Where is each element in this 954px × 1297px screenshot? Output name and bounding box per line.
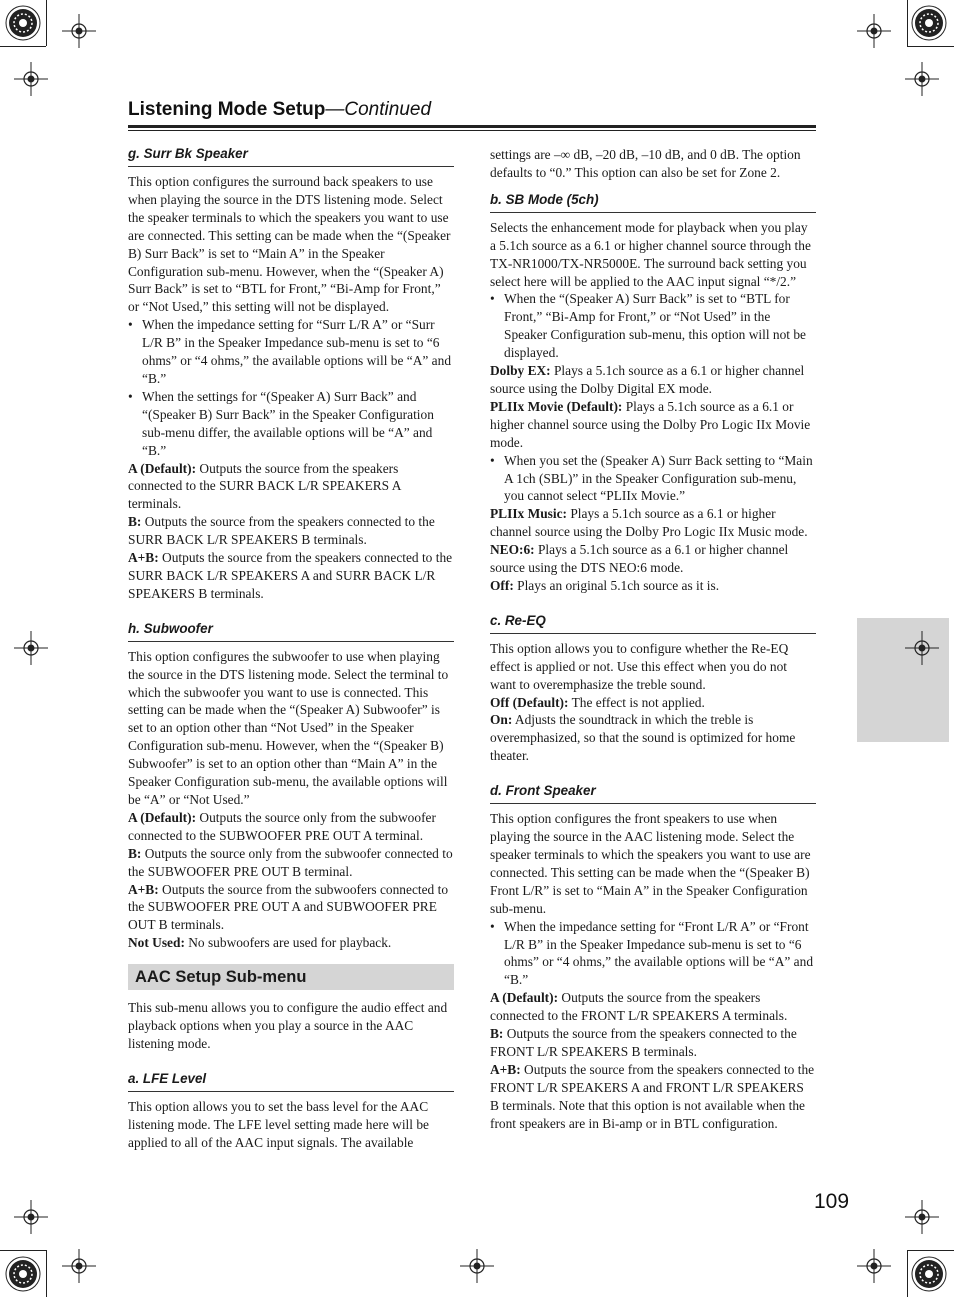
option-item (490, 1061, 816, 1133)
option-item (490, 362, 816, 398)
heading-sb-mode: b. SB Mode (5ch) (490, 192, 816, 213)
option-label: A+B: (128, 881, 159, 897)
bullet-item (128, 316, 454, 388)
option-item (490, 694, 816, 712)
option-label: B: (128, 845, 142, 861)
option-item (128, 934, 454, 952)
bullet-text: When the impedance setting for “Surr L/R A” or “Surr L/R B” in the Speaker Impedance sub-menu is set to “6 ohms” or “4 ohms,” the available options will be “A” and “B.” (142, 317, 452, 386)
option-text: Outputs the source only from the subwoofer connected to the SUBWOOFER PRE OUT B terminal. (128, 845, 453, 879)
crop-line (46, 0, 47, 46)
starburst-target-icon (910, 4, 948, 42)
bullet-item (490, 452, 816, 506)
spacer (490, 765, 816, 783)
paragraph: This sub-menu allows you to configure the audio effect and playback options when you play a source in the AAC listening mode. (128, 1000, 448, 1051)
option-item (128, 809, 454, 845)
option-text: Outputs the source from the speakers connected to the SURR BACK L/R SPEAKERS B terminals. (128, 514, 435, 548)
crop-line (46, 1250, 47, 1297)
bullet-text: When the impedance setting for “Front L/R A” or “Front L/R B” in the Speaker Impedance sub-menu is set to “6 ohms” or “4 ohms,” the available options will be “A” and “B.” (504, 918, 814, 988)
paragraph: settings are –∞ dB, –20 dB, –10 dB, and 0 dB. The option defaults to “0.” This option can also be set for Zone 2. (490, 147, 801, 180)
option-label: PLIIx Music: (490, 506, 567, 522)
paragraph: This option configures the subwoofer to use when playing the source in the DTS listening mode. Select the terminal to which the subwoofer you want to use is connected. This setting can be made when the “(Speaker A) Subwoofer” is set to an option other than “Not Used” in the Speaker Configuration sub-menu. However, when the “(Speaker B) Subwoofer” is set to an option other than “Main A” in the Speaker Configuration sub-menu, the available options will be “A” or “Not Used.” (128, 648, 449, 807)
starburst-target-icon (910, 1255, 948, 1293)
option-label: B: (128, 514, 142, 530)
registration-mark-icon (62, 1249, 96, 1283)
registration-mark-icon (905, 631, 939, 665)
paragraph: Selects the enhancement mode for playback when you play a 5.1ch source as a 6.1 or higher channel source through the TX-NR1000/TX-NR5000E. The surround back setting you select here will be applied to the AAC input signal “*/2.” (490, 219, 811, 289)
starburst-target-icon (4, 4, 42, 42)
option-item (490, 541, 816, 577)
option-item (128, 881, 454, 935)
bullet-icon: • (490, 452, 495, 468)
crop-line (0, 1250, 46, 1251)
paragraph: This option configures the front speakers to use when playing the source in the AAC listening mode. Select the speaker terminals to which the speakers you want to use are connected. This setting can be made when the “(Speaker B) Front L/R” is set to “Main A” in the Speaker Configuration sub-menu. (490, 811, 811, 916)
option-text: Outputs the source only from the subwoofer connected to the SUBWOOFER PRE OUT A terminal. (128, 809, 436, 843)
section-heading-aac-setup: AAC Setup Sub-menu (128, 964, 454, 990)
heading-front-speaker: d. Front Speaker (490, 783, 816, 804)
option-item (490, 711, 816, 765)
option-text: Plays a 5.1ch source as a 6.1 or higher channel source using the Dolby Pro Logic IIx Music mode. (490, 506, 808, 540)
option-item (128, 549, 454, 603)
registration-mark-icon (14, 62, 48, 96)
option-item (490, 577, 816, 595)
right-column (490, 146, 816, 1133)
option-item (490, 398, 816, 452)
bullet-icon: • (128, 317, 133, 333)
option-text: Plays a 5.1ch source as a 6.1 or higher channel source using the DTS NEO:6 mode. (490, 542, 789, 576)
header-rule-thin (128, 130, 816, 131)
option-text: The effect is not applied. (568, 694, 705, 710)
bullet-icon: • (490, 291, 495, 307)
crop-line (907, 1250, 908, 1297)
registration-mark-icon (14, 631, 48, 665)
option-text: Plays a 5.1ch source as a 6.1 or higher channel source using the Dolby Digital EX mode. (490, 363, 805, 396)
option-text: Adjusts the soundtrack in which the treble is overemphasized, so that the sound is optimized for home theater. (490, 712, 796, 764)
heading-surr-bk-speaker: g. Surr Bk Speaker (128, 146, 454, 167)
option-label: PLIIx Movie (Default): (490, 398, 623, 414)
crop-line (907, 46, 954, 47)
option-item (490, 1025, 816, 1061)
crop-line (0, 46, 46, 47)
option-label: A (Default): (490, 990, 559, 1006)
bullet-text: When the settings for “(Speaker A) Surr Back” and “(Speaker B) Surr Back” in the Speaker Configuration sub-menu differ, the available options will be “A” and “B.” (142, 388, 434, 458)
bullet-item (128, 388, 454, 460)
spacer (490, 595, 816, 613)
registration-mark-icon (857, 14, 891, 48)
option-label: A (Default): (128, 809, 197, 825)
option-text: Outputs the source from the speakers connected to the FRONT L/R SPEAKERS A terminals. (490, 990, 788, 1024)
option-text: Plays an original 5.1ch source as it is. (513, 577, 720, 593)
option-text: Outputs the source from the subwoofers connected to the SUBWOOFER PRE OUT A and SUBWOOFER PRE OUT B terminals. (128, 881, 449, 933)
option-label: NEO:6: (490, 542, 535, 558)
spacer (128, 1053, 454, 1071)
registration-mark-icon (62, 14, 96, 48)
option-text: Outputs the source from the speakers connected to the SURR BACK L/R SPEAKERS A and SURR BACK L/R SPEAKERS B terminals. (128, 550, 453, 601)
heading-re-eq: c. Re-EQ (490, 613, 816, 634)
registration-mark-icon (905, 62, 939, 96)
registration-mark-icon (460, 1249, 494, 1283)
option-item (128, 845, 454, 881)
option-text: Outputs the source from the speakers connected to the FRONT L/R SPEAKERS B terminals. (490, 1026, 797, 1059)
option-label: B: (490, 1026, 504, 1042)
bullet-icon: • (128, 388, 133, 404)
option-text: Outputs the source from the speakers connected to the FRONT L/R SPEAKERS A and FRONT L/R SPEAKERS B terminals. Note that this option is not available when the front speakers are in Bi-amp or in BTL configuration. (490, 1061, 815, 1131)
spacer (128, 603, 454, 621)
bullet-item (490, 918, 816, 990)
option-label: Off (Default): (490, 694, 569, 710)
option-label: Dolby EX: (490, 363, 551, 379)
left-column (128, 146, 454, 1152)
paragraph: This option allows you to configure whether the Re-EQ effect is applied or not. Use this effect when you do not want to overemphasize the treble sound. (490, 640, 789, 692)
page-title (128, 99, 431, 121)
spacer (490, 182, 816, 192)
page-number: 109 (814, 1190, 850, 1213)
option-item (490, 989, 816, 1025)
option-label: Not Used: (128, 935, 185, 951)
crop-line (907, 1250, 954, 1251)
bullet-icon: • (490, 918, 495, 934)
paragraph: This option allows you to set the bass level for the AAC listening mode. The LFE level setting made here will be applied to all of the AAC input signals. The available (128, 1098, 429, 1150)
option-text: Outputs the source from the speakers connected to the SURR BACK L/R SPEAKERS A terminals. (128, 460, 401, 512)
option-label: A+B: (490, 1061, 521, 1077)
heading-lfe-level: a. LFE Level (128, 1071, 454, 1092)
registration-mark-icon (14, 1200, 48, 1234)
bullet-item (490, 290, 816, 362)
option-item (490, 505, 816, 541)
option-item (128, 513, 454, 549)
registration-mark-icon (857, 1249, 891, 1283)
starburst-target-icon (4, 1255, 42, 1293)
option-item (128, 460, 454, 514)
option-label: On: (490, 712, 513, 728)
option-text: No subwoofers are used for playback. (184, 935, 392, 951)
paragraph: This option configures the surround back speakers to use when playing the source in the DTS listening mode. Select the speaker terminals to which the speakers you want to use are connected. This setting can be made when the “(Speaker B) Surr Back” is set to “Main A” in the Speaker Configuration sub-menu. However, when the “(Speaker A) Surr Back” is set to “BTL for Front,” “Bi-Amp for Front,” or “Not Used,” this setting will not be displayed. (128, 174, 451, 315)
option-label: Off: (490, 577, 514, 593)
option-label: A (Default): (128, 460, 197, 476)
header-rule-thick (128, 125, 816, 128)
heading-subwoofer: h. Subwoofer (128, 621, 454, 642)
registration-mark-icon (905, 1200, 939, 1234)
option-text: Plays a 5.1ch source as a 6.1 or higher channel source using the Dolby Pro Logic IIx Movie mode. (490, 398, 811, 450)
title-main: Listening Mode Setup (128, 99, 326, 120)
bullet-text: When the “(Speaker A) Surr Back” is set to “BTL for Front,” “Bi-Amp for Front,” or “Not Used” in the Speaker Configuration sub-menu, this option will not be displayed. (504, 291, 806, 361)
title-continued: —Continued (325, 99, 432, 120)
option-label: A+B: (128, 550, 159, 566)
bullet-text: When you set the (Speaker A) Surr Back setting to “Main A 1ch (SBL)” in the Speaker Configuration sub-menu, you cannot select “PLIIx Movie.” (504, 452, 813, 504)
crop-line (907, 0, 908, 46)
